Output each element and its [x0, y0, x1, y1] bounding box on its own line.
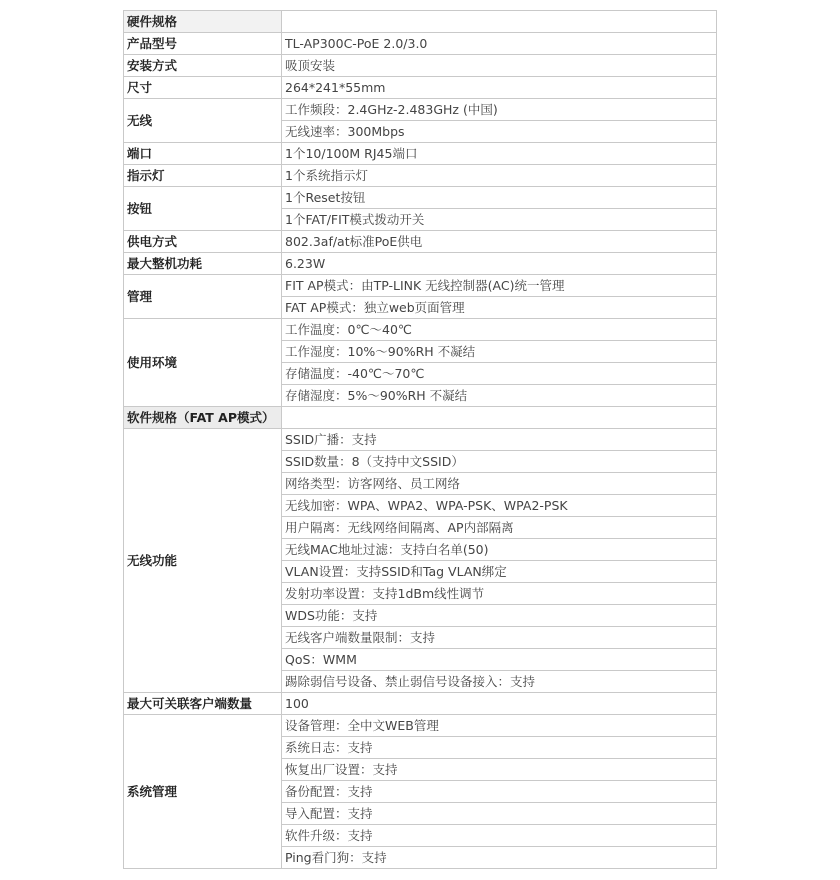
spec-value	[282, 407, 717, 429]
spec-value: TL-AP300C-PoE 2.0/3.0	[282, 33, 717, 55]
spec-value: 1个系统指示灯	[282, 165, 717, 187]
spec-value: 工作湿度：10%～90%RH 不凝结	[282, 341, 717, 363]
spec-label: 产品型号	[124, 33, 282, 55]
spec-label: 端口	[124, 143, 282, 165]
spec-label: 安装方式	[124, 55, 282, 77]
spec-label: 无线	[124, 99, 282, 143]
spec-value: 恢复出厂设置：支持	[282, 759, 717, 781]
spec-value: SSID数量：8（支持中文SSID）	[282, 451, 717, 473]
spec-label: 最大整机功耗	[124, 253, 282, 275]
spec-value: 工作温度：0℃～40℃	[282, 319, 717, 341]
spec-value: 备份配置：支持	[282, 781, 717, 803]
spec-value: 用户隔离：无线网络间隔离、AP内部隔离	[282, 517, 717, 539]
spec-value: 网络类型：访客网络、员工网络	[282, 473, 717, 495]
spec-value: SSID广播：支持	[282, 429, 717, 451]
spec-value: WDS功能：支持	[282, 605, 717, 627]
table-row	[124, 187, 717, 209]
spec-value: 存储湿度：5%～90%RH 不凝结	[282, 385, 717, 407]
spec-label: 管理	[124, 275, 282, 319]
spec-value: 6.23W	[282, 253, 717, 275]
spec-table	[123, 10, 717, 869]
spec-value: FAT AP模式：独立web页面管理	[282, 297, 717, 319]
table-row	[124, 275, 717, 297]
table-row	[124, 693, 717, 715]
section-title: 硬件规格	[124, 11, 282, 33]
table-row	[124, 165, 717, 187]
section-title: 软件规格（FAT AP模式）	[124, 407, 282, 429]
spec-value: 导入配置：支持	[282, 803, 717, 825]
spec-value: 踢除弱信号设备、禁止弱信号设备接入：支持	[282, 671, 717, 693]
spec-value: 无线加密：WPA、WPA2、WPA-PSK、WPA2-PSK	[282, 495, 717, 517]
spec-value: 100	[282, 693, 717, 715]
table-row	[124, 429, 717, 451]
spec-value: 设备管理：全中文WEB管理	[282, 715, 717, 737]
spec-value: 软件升级：支持	[282, 825, 717, 847]
spec-label: 指示灯	[124, 165, 282, 187]
spec-value: 无线MAC地址过滤：支持白名单(50)	[282, 539, 717, 561]
spec-value: Ping看门狗：支持	[282, 847, 717, 869]
spec-value: VLAN设置：支持SSID和Tag VLAN绑定	[282, 561, 717, 583]
table-row	[124, 99, 717, 121]
table-row	[124, 55, 717, 77]
section-header-row	[124, 407, 717, 429]
table-row	[124, 77, 717, 99]
spec-value: 802.3af/at标准PoE供电	[282, 231, 717, 253]
spec-value: FIT AP模式：由TP-LINK 无线控制器(AC)统一管理	[282, 275, 717, 297]
table-row	[124, 715, 717, 737]
spec-label: 按钮	[124, 187, 282, 231]
spec-value: 发射功率设置：支持1dBm线性调节	[282, 583, 717, 605]
spec-value: 1个FAT/FIT模式拨动开关	[282, 209, 717, 231]
spec-label: 使用环境	[124, 319, 282, 407]
spec-value: 264*241*55mm	[282, 77, 717, 99]
spec-value: 吸顶安装	[282, 55, 717, 77]
spec-label: 尺寸	[124, 77, 282, 99]
section-header-row	[124, 11, 717, 33]
table-row	[124, 33, 717, 55]
spec-value: 1个10/100M RJ45端口	[282, 143, 717, 165]
spec-value: 工作频段：2.4GHz-2.483GHz (中国)	[282, 99, 717, 121]
spec-value: 1个Reset按钮	[282, 187, 717, 209]
spec-label: 最大可关联客户端数量	[124, 693, 282, 715]
spec-value: 无线客户端数量限制：支持	[282, 627, 717, 649]
table-row	[124, 253, 717, 275]
spec-value: QoS：WMM	[282, 649, 717, 671]
spec-value	[282, 11, 717, 33]
spec-table-body	[124, 11, 717, 869]
spec-value: 无线速率：300Mbps	[282, 121, 717, 143]
table-row	[124, 319, 717, 341]
spec-label: 无线功能	[124, 429, 282, 693]
spec-value: 存储温度：-40℃～70℃	[282, 363, 717, 385]
spec-value: 系统日志：支持	[282, 737, 717, 759]
spec-label: 供电方式	[124, 231, 282, 253]
table-row	[124, 143, 717, 165]
table-row	[124, 231, 717, 253]
spec-label: 系统管理	[124, 715, 282, 869]
